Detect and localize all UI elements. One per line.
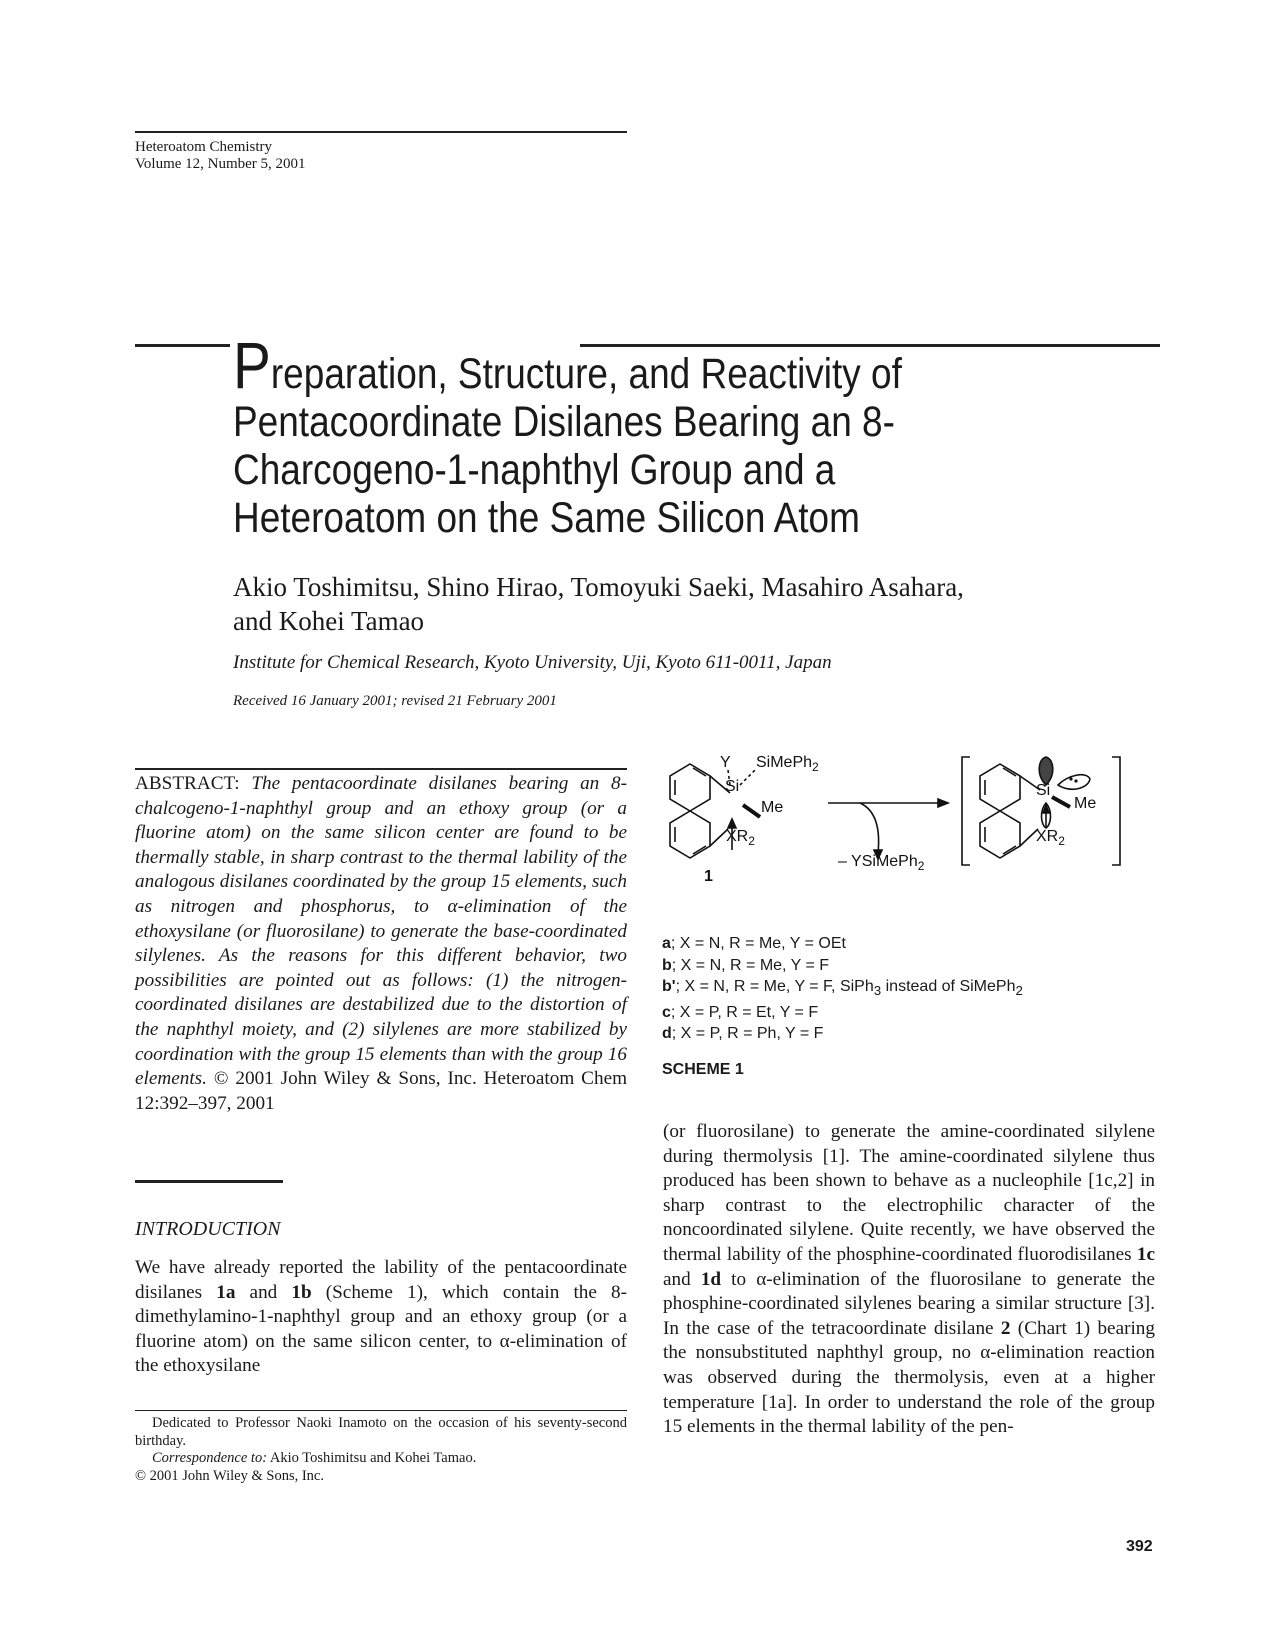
scheme-caption: SCHEME 1 (662, 1061, 744, 1078)
author-list (233, 570, 1133, 638)
abstract-label: ABSTRACT: (135, 773, 240, 794)
product-naphthyl-ring-lower (980, 811, 1020, 858)
scheme-1-figure (660, 755, 1160, 1078)
group-simeph2-label: SiMePh$_2$ (756, 755, 819, 774)
compound-ref-1c: 1c (1136, 1243, 1155, 1265)
elimination-arrow (860, 803, 879, 853)
affiliation: Institute for Chemical Research, Kyoto University, Uji, Kyoto 611-0011, Japan (233, 652, 832, 673)
naphthyl-ring-lower (670, 811, 710, 858)
col2-text-1: (or fluorosilane) to generate the amine-coordinated silylene during thermolysis [1]. The amine-coordinated silylene thus produced has been shown to behave as a nucleophile [1c,2] in sharp contrast to the electrophilic character of the noncoordinated silylene. Quite recently, we have observed the thermal lability of the phosphine-coordinated fluorodisilanes (663, 1121, 1155, 1265)
abstract-rule (135, 768, 627, 770)
paper-title (233, 328, 1007, 542)
silicon-orbital-filled (1039, 757, 1053, 785)
authors-line-2: and Kohei Tamao (233, 606, 425, 636)
section-heading-introduction: INTRODUCTION (135, 1218, 281, 1240)
title-rule-left (135, 344, 230, 347)
intro-text-c: and (235, 1281, 292, 1303)
product-naphthyl-ring-upper (980, 764, 1020, 811)
col2-text-3: to α-elimination of the fluorosilane to generate the phosphine-coordinated silylenes bearing a similar structure [3]. In the case of the tetracoordinate disilane (663, 1268, 1155, 1339)
group-me-label: Me (761, 799, 784, 816)
introduction-paragraph (135, 1256, 627, 1379)
abstract-citation: © 2001 John Wiley & Sons, Inc. Heteroatom Chem 12:392–397, 2001 (135, 1068, 628, 1114)
col2-text-2: and (663, 1268, 701, 1290)
title-line-3: Charcogeno-1-naphthyl Group and a (233, 446, 836, 494)
scheme-entry-d: d; X = P, R = Ph, Y = F (662, 1025, 824, 1043)
body-text-column-2 (663, 1120, 1155, 1440)
footnote-rule (135, 1410, 627, 1411)
page-number: 392 (1126, 1538, 1153, 1555)
intro-text-a: We have already reported the lability of the pentacoordinate disilanes (135, 1257, 627, 1303)
scheme-entry-c: c; X = P, R = Et, Y = F (662, 1003, 819, 1021)
footnote-copyright: © 2001 John Wiley & Sons, Inc. (135, 1467, 324, 1484)
footnote-correspondence (135, 1450, 627, 1468)
compound-ref-2: 2 (1000, 1317, 1011, 1339)
abstract (135, 772, 627, 1116)
compound-number-label: 1 (704, 868, 713, 885)
byproduct-label: – YSiMePh$_2$ (838, 853, 925, 873)
footnote-dedication: Dedicated to Professor Naoki Inamoto on the occasion of his seventy-second birthday. (135, 1415, 627, 1449)
product-group-me-label: Me (1074, 795, 1097, 812)
silicon-lone-pair-orbital (1058, 775, 1090, 790)
title-line-4: Heteroatom on the Same Silicon Atom (233, 494, 860, 542)
journal-volume: Volume 12, Number 5, 2001 (135, 156, 306, 172)
scheme-entry-a: a; X = N, R = Me, Y = OEt (662, 935, 846, 952)
atom-si-label: Si (725, 778, 740, 795)
intro-text-d: (Scheme 1), which contain the 8-dimethylamino-1-naphthyl group and an ethoxy group (or a fluorine atom) on the same silicon center, to α-elimination of the ethoxysilane (135, 1281, 627, 1377)
compound-ref-1d: 1d (700, 1268, 722, 1290)
correspondence-label: Correspondence to: (152, 1450, 268, 1466)
scheme-entry-b-prime: b'; X = N, R = Me, Y = F, SiPh$_3$ instead of SiMePh$_2$ (662, 978, 1023, 999)
footnotes (135, 1415, 627, 1485)
compound-ref-1a: 1a (216, 1281, 236, 1303)
correspondence-names: Akio Toshimitsu and Kohei Tamao. (267, 1450, 477, 1466)
received-dates: Received 16 January 2001; revised 21 February 2001 (233, 693, 557, 709)
col2-text-4: (Chart 1) bearing the nonsubstituted naphthyl group, no α-elimination reaction was observed during the thermolysis, even at a higher temperature [1a]. In order to understand the role of the group 15 elements in the thermal lability of the pen- (663, 1317, 1155, 1438)
abstract-body: The pentacoordinate disilanes bearing an 8-chalcogeno-1-naphthyl group and an ethoxy group (or a fluorine atom) on the same silicon center are found to be thermally stable, in sharp contrast to the thermal lability of the analogous disilanes coordinated by the group 15 elements, such as nitrogen and phosphorus, to α-elimination of the ethoxysilane (or fluorosilane) to generate the base-coordinated silylenes. As the reasons for this different behavior, two possibilities are pointed out as follows: (1) the nitrogen-coordinated disilanes are destabilized due to the distortion of the naphthyl moiety, and (2) silylenes are more stabilized by coordination with the group 15 elements than with the group 16 elements. (135, 773, 627, 1090)
journal-name: Heteroatom Chemistry (135, 139, 273, 155)
title-line-2: Pentacoordinate Disilanes Bearing an 8- (233, 398, 895, 446)
naphthyl-ring-upper (670, 764, 710, 811)
product-group-xr2-label: $XR_2$ (1036, 828, 1065, 848)
atom-y-label: Y (720, 755, 731, 771)
product-atom-si-label: Si (1036, 782, 1051, 799)
scheme-entry-b: b; X = N, R = Me, Y = F (662, 956, 830, 974)
scheme-1-structures (660, 755, 1160, 930)
title-line-1: reparation, Structure, and Reactivity of (270, 350, 902, 398)
journal-header-rule (135, 131, 627, 133)
scheme-entry-list (662, 933, 1023, 1045)
title-initial: P (233, 328, 271, 402)
group-xr2-label: $XR_2$ (726, 828, 755, 848)
compound-ref-1b: 1b (291, 1281, 312, 1303)
journal-info (135, 139, 306, 173)
authors-line-1: Akio Toshimitsu, Shino Hirao, Tomoyuki Saeki, Masahiro Asahara, (233, 572, 964, 602)
abstract-end-rule (135, 1180, 283, 1183)
